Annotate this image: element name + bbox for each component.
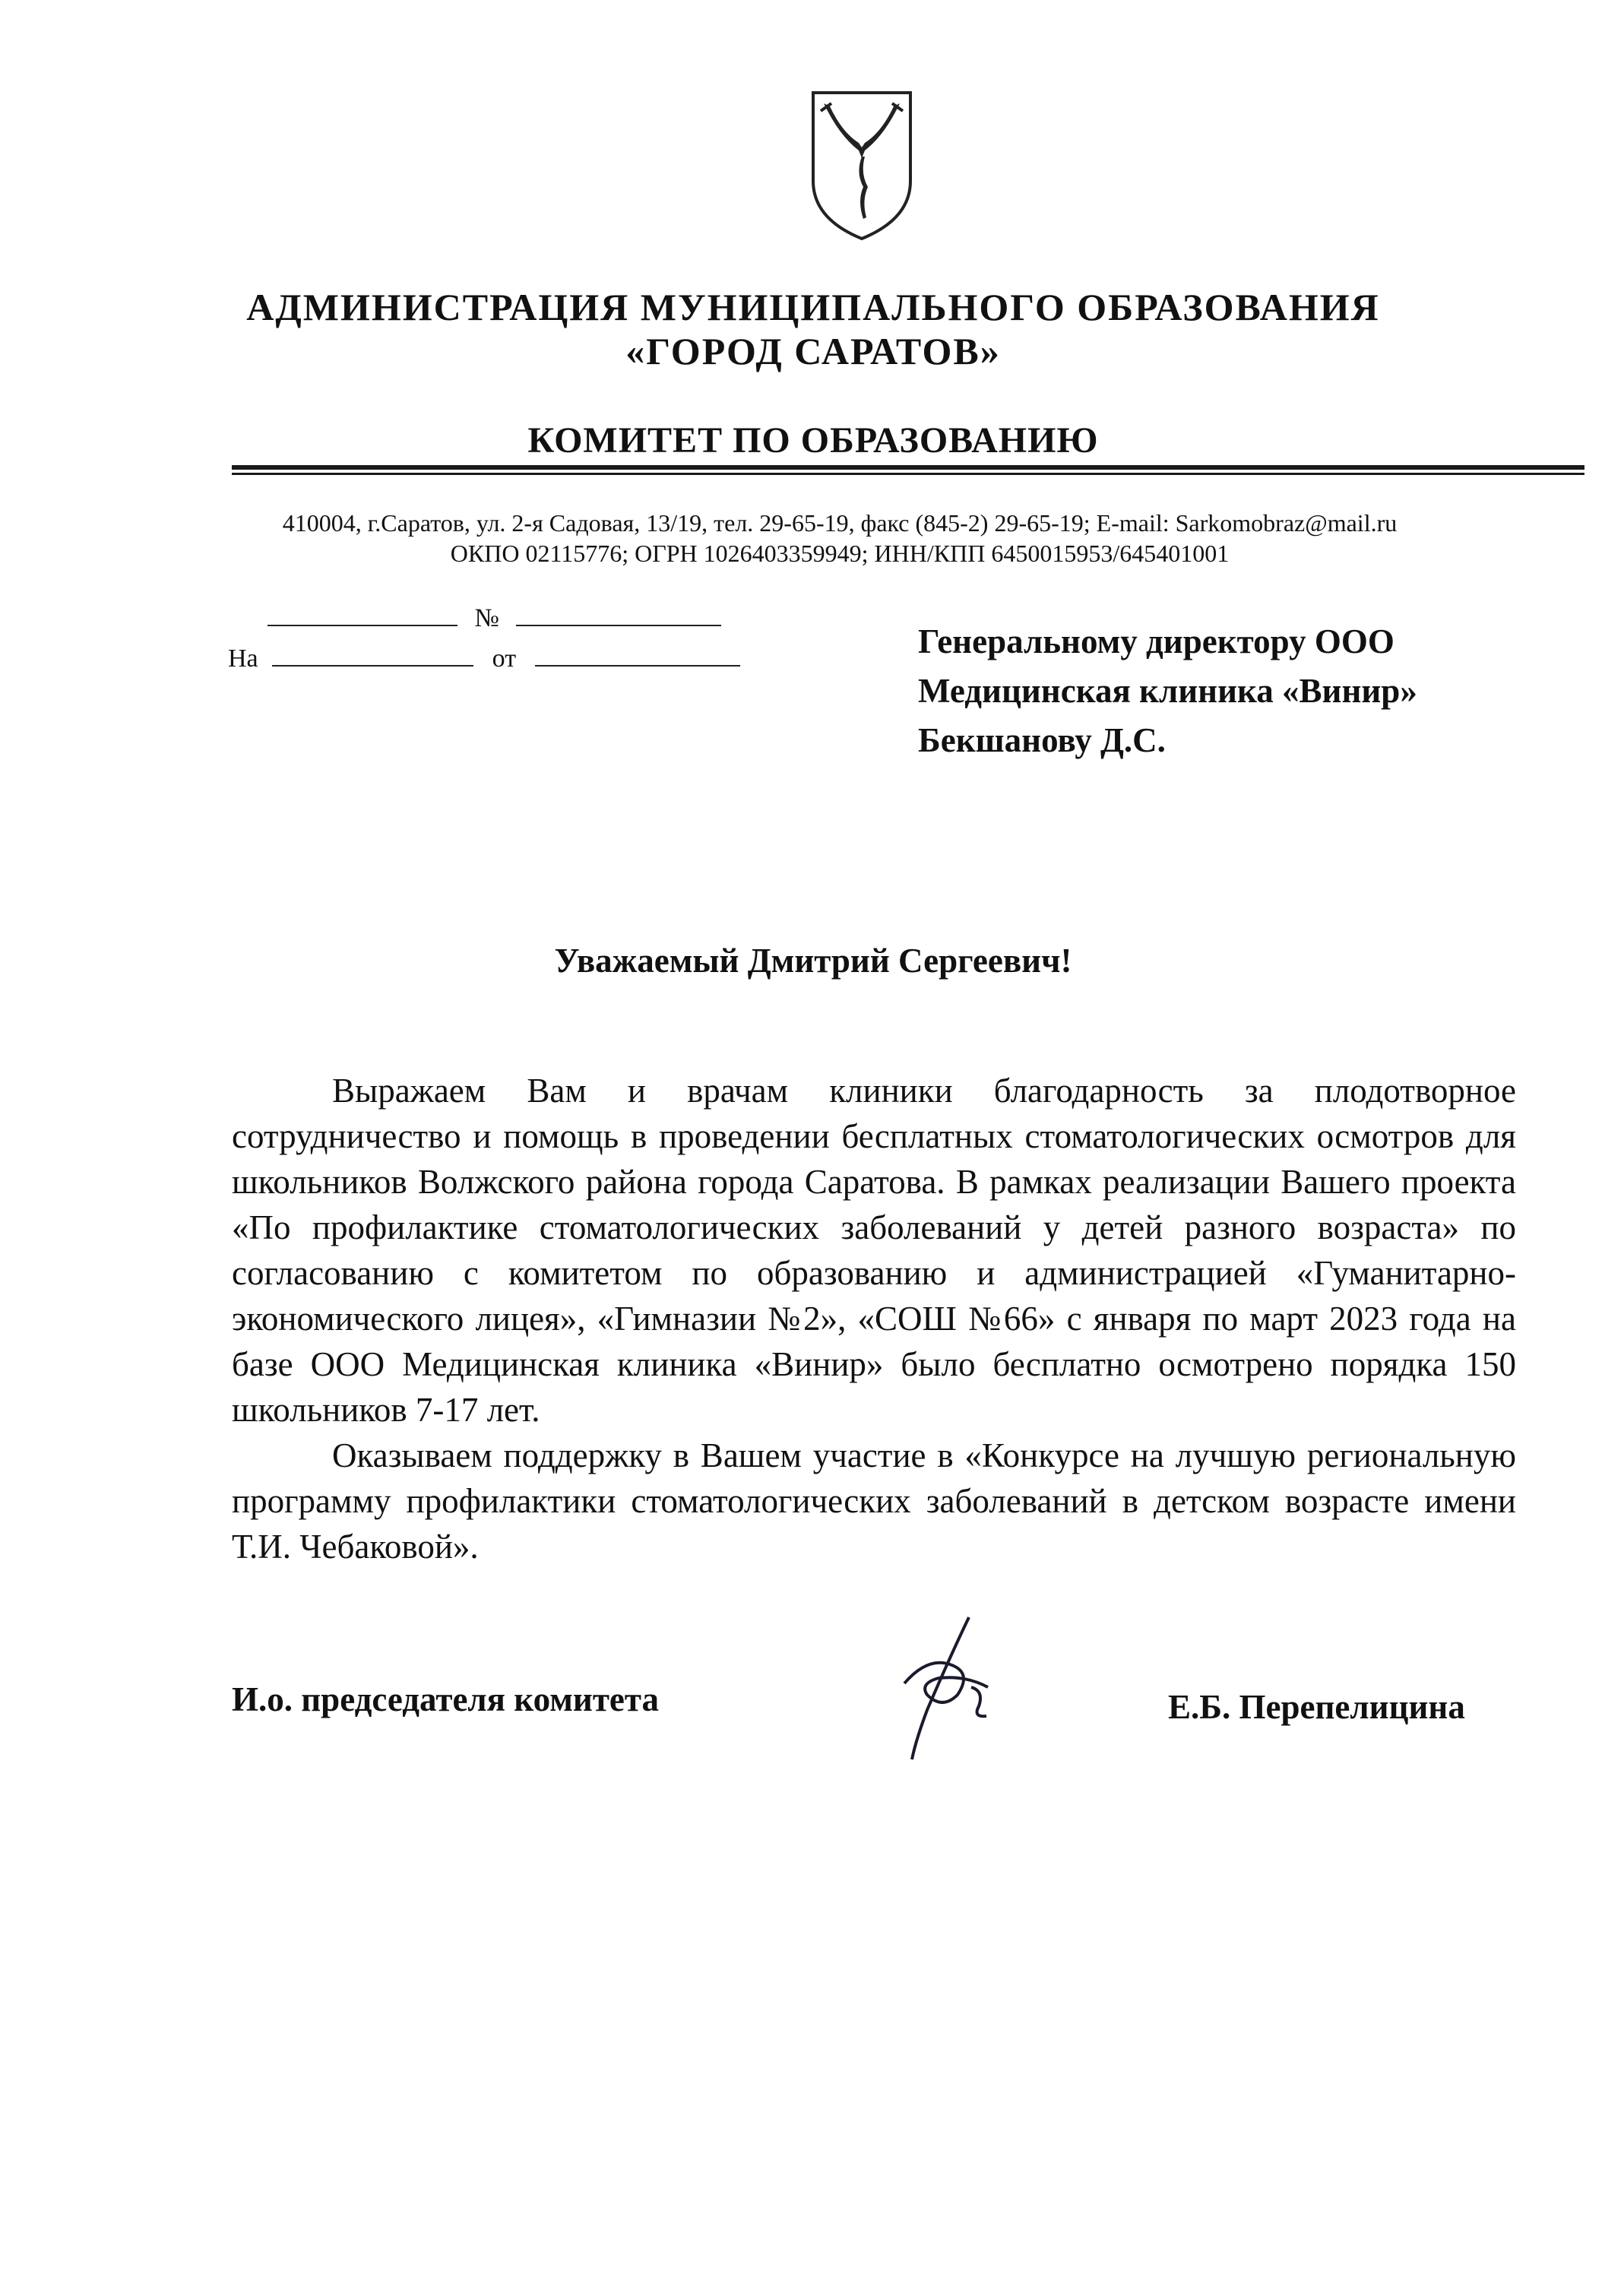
committee-codes: ОКПО 02115776; ОГРН 1026403359949; ИНН/КПП 6450015953/645401001	[450, 540, 1230, 567]
handwritten-signature-icon	[897, 1611, 996, 1763]
body-paragraph: Оказываем поддержку в Вашем участие в «Конкурсе на лучшую региональную программу профилактики стоматологических заболеваний в детском возрасте имени Т.И. Чебаковой».	[232, 1436, 1516, 1566]
header-divider-thin	[232, 473, 1584, 475]
addressee-name: Бекшанову Д.С.	[918, 721, 1166, 759]
on-label: На	[228, 644, 258, 673]
from-label: от	[492, 644, 517, 673]
header-divider-thick	[232, 465, 1584, 470]
reference-date-blank	[535, 642, 740, 667]
body-paragraph: Выражаем Вам и врачам клиники благодарность за плодотворное сотрудничество и помощь в проведении бесплатных стоматологических осмотров для школьников Волжского района города Саратова. В рамках реализации Вашего проекта «По профилактике стоматологических заболеваний у детей разного возраста» по согласованию с комитетом по образованию и администрацией «Гуманитарно-экономического лицея», «Гимназии №2», «СОШ №66» с января по март 2023 года на базе ООО Медицинская клиника «Винир» было бесплатно осмотрено порядка 150 школьников 7-17 лет.	[232, 1072, 1516, 1429]
coat-of-arms-icon	[809, 90, 915, 242]
addressee-block	[918, 617, 1417, 765]
number-label: №	[474, 604, 499, 632]
reference-number-blank	[272, 642, 473, 667]
organization-name: АДМИНИСТРАЦИЯ МУНИЦИПАЛЬНОГО ОБРАЗОВАНИЯ	[246, 286, 1380, 328]
signatory-title: И.о. председателя комитета	[232, 1680, 660, 1718]
signatory-name: Е.Б. Перепелицина	[1168, 1688, 1465, 1726]
date-blank	[268, 602, 457, 626]
organization-city: «ГОРОД САРАТОВ»	[625, 330, 1001, 372]
letter-body	[232, 1068, 1516, 1569]
committee-address: 410004, г.Саратов, ул. 2-я Садовая, 13/19, тел. 29-65-19, факс (845-2) 29-65-19; E-mail: Sarkomobraz@mail.ru	[282, 509, 1398, 537]
greeting: Уважаемый Дмитрий Сергеевич!	[554, 942, 1072, 980]
registration-number-row	[228, 602, 721, 634]
registration-reference-row	[228, 642, 740, 674]
number-blank	[516, 602, 721, 626]
committee-name: КОМИТЕТ ПО ОБРАЗОВАНИЮ	[527, 420, 1099, 461]
addressee-organization: Медицинская клиника «Винир»	[918, 672, 1417, 710]
addressee-position: Генеральному директору ООО	[918, 622, 1394, 660]
